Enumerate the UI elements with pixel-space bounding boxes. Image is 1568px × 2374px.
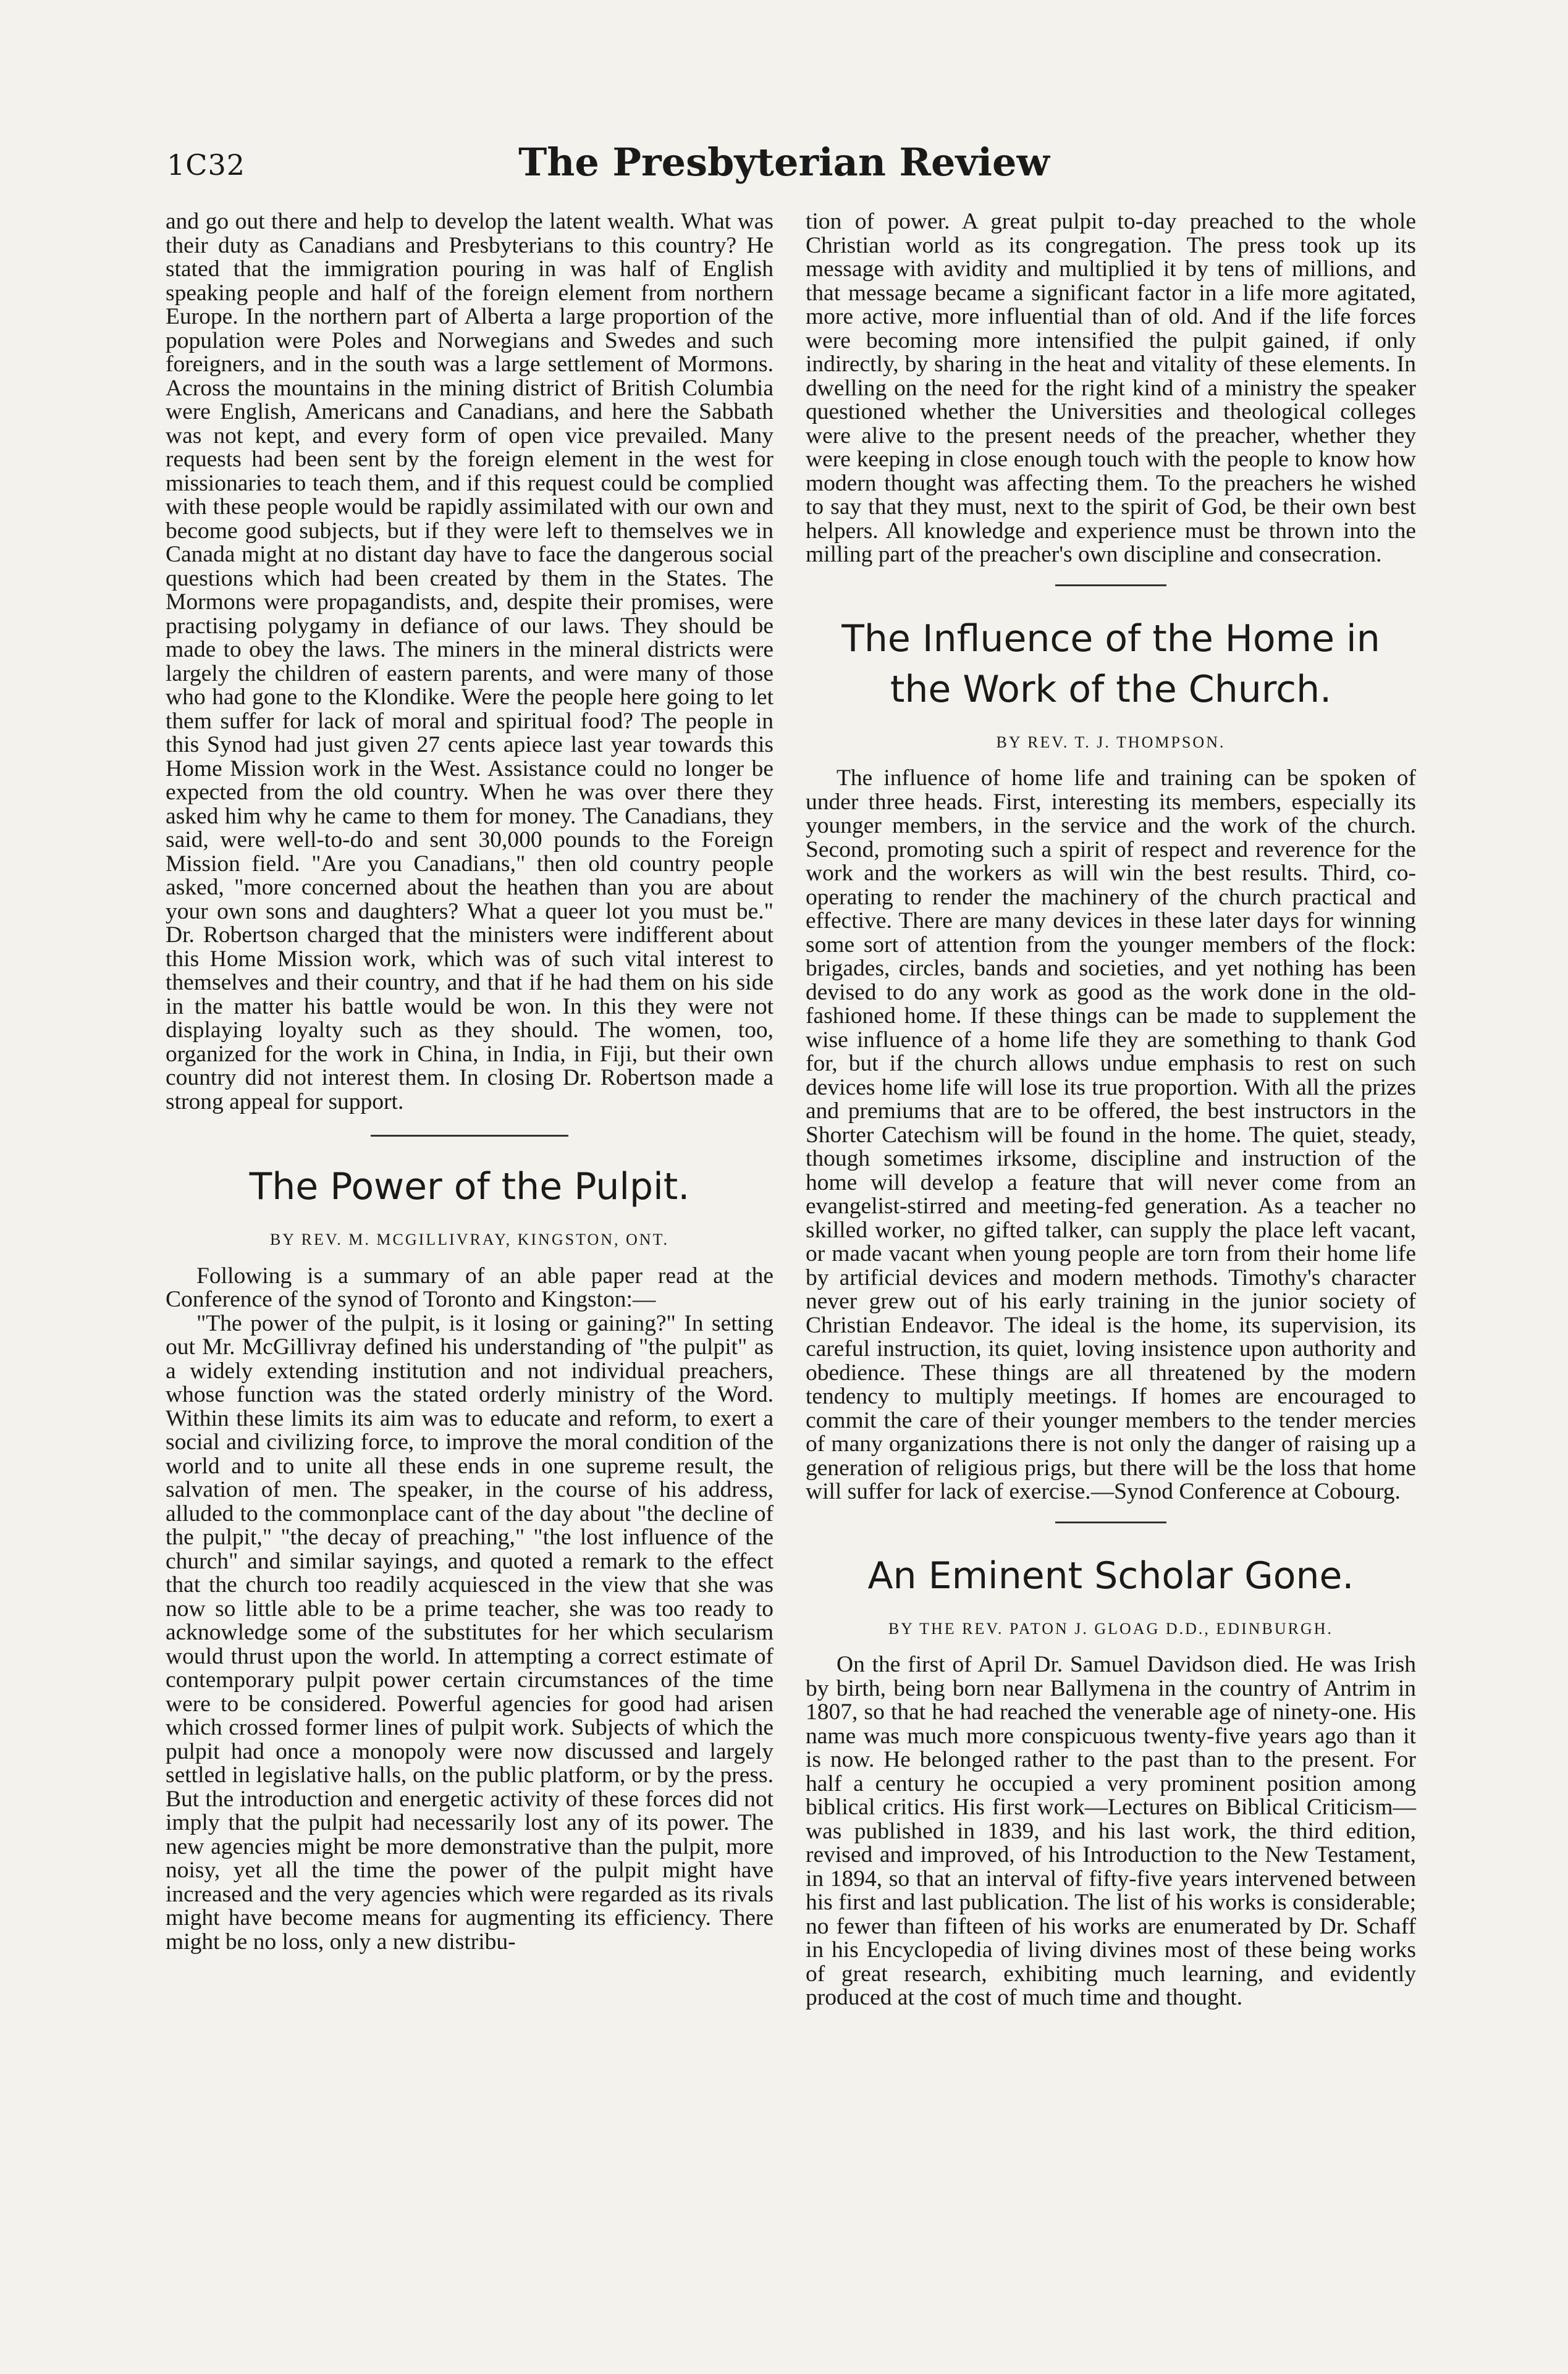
pulpit-article-title: The Power of the Pulpit. — [249, 1165, 690, 1208]
right-column — [806, 210, 1416, 2010]
left-column — [166, 210, 773, 1954]
section-divider — [371, 1135, 568, 1137]
section-divider — [1055, 1522, 1166, 1523]
home-article-title: The Influence of the Home in the Work of the Church. — [841, 617, 1380, 711]
continued-pulpit-text: tion of power. A great pulpit to-day preached to the whole Christian world as its congregation. The press took up its message with avidity and multiplied it by tens of millions, and that message became a significant factor in a life more agitated, more active, more influential than of old. And if the life forces were becoming more intensified the pulpit gained, if only indirectly, by sharing in the heat and vitality of these elements. In dwelling on the need for the right kind of a ministry the speaker questioned whether the Universities and theological colleges were alive to the present needs of the preacher, whether they were keeping in close enough touch with the people to know how modern thought was affecting them. To the preachers he wished to say that they must, next to the spirit of God, be their own best helpers. All knowledge and experience must be thrown into the milling part of the preacher's own discipline and consecration. — [806, 209, 1416, 567]
section-divider — [1055, 584, 1166, 586]
pulpit-article-paragraph: Following is a summary of an able paper read at the Conference of the synod of Toronto and Kingston:— — [166, 1263, 773, 1312]
pulpit-article-paragraph: "The power of the pulpit, is it losing or gaining?" In setting out Mr. McGillivray defined his understanding of "the pulpit" as a widely extending institution and not individual preachers, whose function was the stated orderly ministry of the Word. Within these limits its aim was to educate and reform, to exert a social and civilizing force, to improve the moral condition of the world and to unite all these ends in one supreme result, the salvation of men. The speaker, in the course of his address, alluded to the commonplace cant of the day about "the decline of the pulpit," "the decay of preaching," "the lost influence of the church" and similar sayings, and quoted a remark to the effect that the church too readily acquiesced in the view that she was now so little able to be a prime teacher, she was too ready to acknowledge some of the substitutes for her which secularism would thrust upon the world. In attempting a correct estimate of contemporary pulpit power certain circumstances of the time were to be considered. Powerful agencies for good had arisen which crossed former lines of pulpit work. Subjects of which the pulpit had once a monopoly were now discussed and largely settled in legislative halls, on the public platform, or by the press. But the introduction and energetic activity of these forces did not imply that the pulpit had necessarily lost any of its power. The new agencies might be more demonstrative than the pulpit, more noisy, yet all the time the power of the pulpit might have increased and the very agencies which were regarded as its rivals might have become means for augmenting its efficiency. There might be no loss, only a new distribu- — [166, 1310, 773, 1955]
scholar-article-byline: BY THE REV. PATON J. GLOAG D.D., EDINBURGH. — [888, 1619, 1334, 1638]
home-article-byline: BY REV. T. J. THOMPSON. — [996, 733, 1226, 751]
continued-article-text: and go out there and help to develop the latent wealth. What was their duty as Canadians and Presbyterians to this country? He stated that the immigration pouring in was half of English speaking people and half of the foreign element from northern Europe. In the northern part of Alberta a large proportion of the population were Poles and Norwegians and Swedes and such foreigners, and in the south was a large settlement of Mormons. Across the mountains in the mining district of British Columbia were English, Americans and Canadians, and here the Sabbath was not kept, and every form of open vice prevailed. Many requests had been sent by the foreign element in the west for missionaries to teach them, and if this request could be complied with these people would be rapidly assimilated with our own and become good subjects, but if they were left to themselves we in Canada might at no distant day have to face the dangerous social questions which had been created by them in the States. The Mormons were propagandists, and, despite their promises, were practising polygamy in defiance of our laws. They should be made to obey the laws. The miners in the mineral districts were largely the children of eastern parents, and were many of those who had gone to the Klondike. Were the people here going to let them suffer for lack of moral and spiritual food? The people in this Synod had just given 27 cents apiece last year towards this Home Mission work in the West. Assistance could no longer be expected from the old country. When he was over there they asked him why he came to them for money. The Canadians, they said, were well-to-do and sent 30,000 pounds to the Foreign Mission field. "Are you Canadians," then old country people asked, "more concerned about the heathen than you are about your own sons and daughters? What a queer lot you must be." Dr. Robertson charged that the ministers were indifferent about this Home Mission work, which was of such vital interest to themselves and their country, and that if he had them on his side in the matter his battle would be won. In this they were not displaying loyalty such as they should. The women, too, organized for the work in China, in India, in Fiji, but their own country did not interest them. In closing Dr. Robertson made a strong appeal for support. — [166, 209, 773, 1114]
scholar-article-title: An Eminent Scholar Gone. — [867, 1554, 1354, 1597]
home-article-paragraph: The influence of home life and training can be spoken of under three heads. First, interesting its members, especially its younger members, in the service and the work of the church. Second, promoting such a spirit of respect and reverence for the work and the workers as will win the best results. Third, co-operating to render the machinery of the church practical and effective. There are many devices in these later days for winning some sort of attention from the younger members of the flock: brigades, circles, bands and societies, and yet nothing has been devised to do any work as good as the work done in the old-fashioned home. If these things can be made to supplement the wise influence of a home life they are something to thank God for, but if the church allows undue emphasis to rest on such devices home life will lose its true proportion. With all the prizes and premiums that are to be offered, the best instructors in the Shorter Catechism will be found in the home. The quiet, steady, though sometimes irksome, discipline and instruction of the home will develop a feature that will never come from an evangelist-stirred and meeting-fed generation. As a teacher no skilled worker, no gifted talker, can supply the place left vacant, or made vacant when young people are torn from their home life by artificial devices and modern methods. Timothy's character never grew out of his early training in the junior society of Christian Endeavor. The ideal is the home, its supervision, its careful instruction, its quiet, loving insistence upon authority and obedience. These things are all threatened by the modern tendency to multiply meetings. If homes are encouraged to commit the care of their younger members to the tender mercies of many organizations there is not only the danger of raising up a generation of religious prigs, but there will be the loss that home will suffer for lack of exercise.—Synod Conference at Cobourg. — [806, 765, 1416, 1504]
journal-title: The Presbyterian Review — [518, 140, 1050, 185]
pulpit-article-byline: BY REV. M. MCGILLIVRAY, KINGSTON, ONT. — [269, 1231, 670, 1248]
page-number: 1C32 — [167, 148, 245, 182]
scholar-article-paragraph: On the first of April Dr. Samuel Davidson died. He was Irish by birth, being born near Ballymena in the country of Antrim in 1807, so that he had reached the venerable age of ninety-one. His name was much more conspicuous twenty-five years ago than it is now. He belonged rather to the past than to the present. For half a century he occupied a very prominent position among biblical critics. His first work—Lectures on Biblical Criticism—was published in 1839, and his last work, the third edition, revised and improved, of his Introduction to the New Testament, in 1894, so that an interval of fifty-five years intervened between his first and last publication. The list of his works is considerable; no fewer than fifteen of his works are enumerated by Dr. Schaff in his Encyclopedia of living divines most of these being works of great research, exhibiting much learning, and evidently produced at the cost of much time and thought. — [806, 1652, 1416, 2010]
